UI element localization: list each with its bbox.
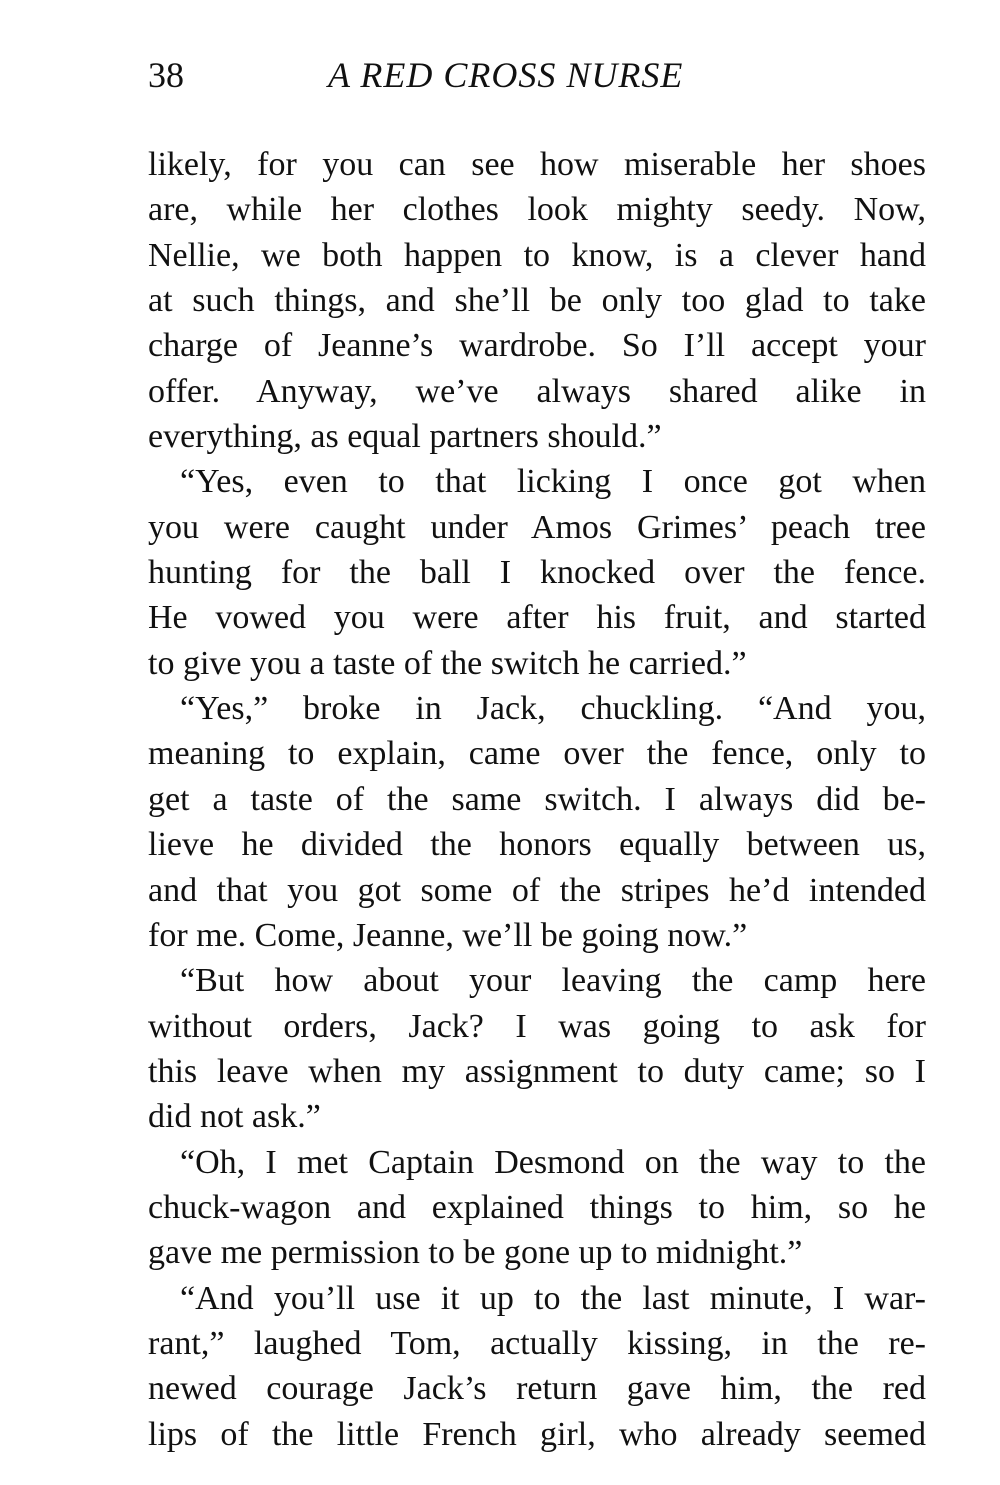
text-line: newed courage Jack’s return gave him, the red <box>148 1370 926 1408</box>
text-line: likely, for you can see how miserable her shoes <box>148 146 926 183</box>
text-line: did not ask.” <box>148 1098 321 1136</box>
text-line: offer. Anyway, we’ve always shared alike in <box>148 372 926 410</box>
text-line: lieve he divided the honors equally between us, <box>148 826 926 864</box>
text-line: you were caught under Amos Grimes’ peach tree <box>148 508 926 546</box>
text-line: get a taste of the same switch. I always did be- <box>148 780 926 818</box>
text-line: this leave when my assignment to duty came; so I <box>148 1052 926 1090</box>
text-line: are, while her clothes look mighty seedy. Now, <box>148 191 926 229</box>
text-line: everything, as equal partners should.” <box>148 418 662 456</box>
text-line: charge of Jeanne’s wardrobe. So I’ll accept your <box>148 327 926 365</box>
running-title: A RED CROSS NURSE <box>328 55 684 95</box>
body-text <box>148 142 926 1457</box>
text-line: “And you’ll use it up to the last minute, I war- <box>180 1279 926 1317</box>
text-line: rant,” laughed Tom, actually kissing, in the re- <box>148 1324 926 1362</box>
text-line: “But how about your leaving the camp here <box>180 962 926 1000</box>
text-line: “Oh, I met Captain Desmond on the way to the <box>180 1143 926 1181</box>
text-line: gave me permission to be gone up to midnight.” <box>148 1234 803 1272</box>
page-header <box>148 50 928 100</box>
text-line: Nellie, we both happen to know, is a clever hand <box>148 236 926 274</box>
text-line: meaning to explain, came over the fence, only to <box>148 735 926 773</box>
text-line: to give you a taste of the switch he carried.” <box>148 644 747 682</box>
text-line: hunting for the ball I knocked over the fence. <box>148 554 926 592</box>
text-line: without orders, Jack? I was going to ask for <box>148 1007 926 1045</box>
text-line: “Yes,” broke in Jack, chuckling. “And you, <box>180 690 926 728</box>
text-line: at such things, and she’ll be only too glad to take <box>148 282 926 320</box>
text-line: and that you got some of the stripes he’d intended <box>148 871 926 909</box>
text-line: “Yes, even to that licking I once got when <box>180 463 926 501</box>
page-number: 38 <box>148 55 184 95</box>
text-line: lips of the little French girl, who already seemed <box>148 1415 926 1453</box>
text-line: chuck-wagon and explained things to him, so he <box>148 1188 926 1226</box>
text-line: He vowed you were after his fruit, and started <box>148 599 926 637</box>
text-line: for me. Come, Jeanne, we’ll be going now.” <box>148 916 748 954</box>
